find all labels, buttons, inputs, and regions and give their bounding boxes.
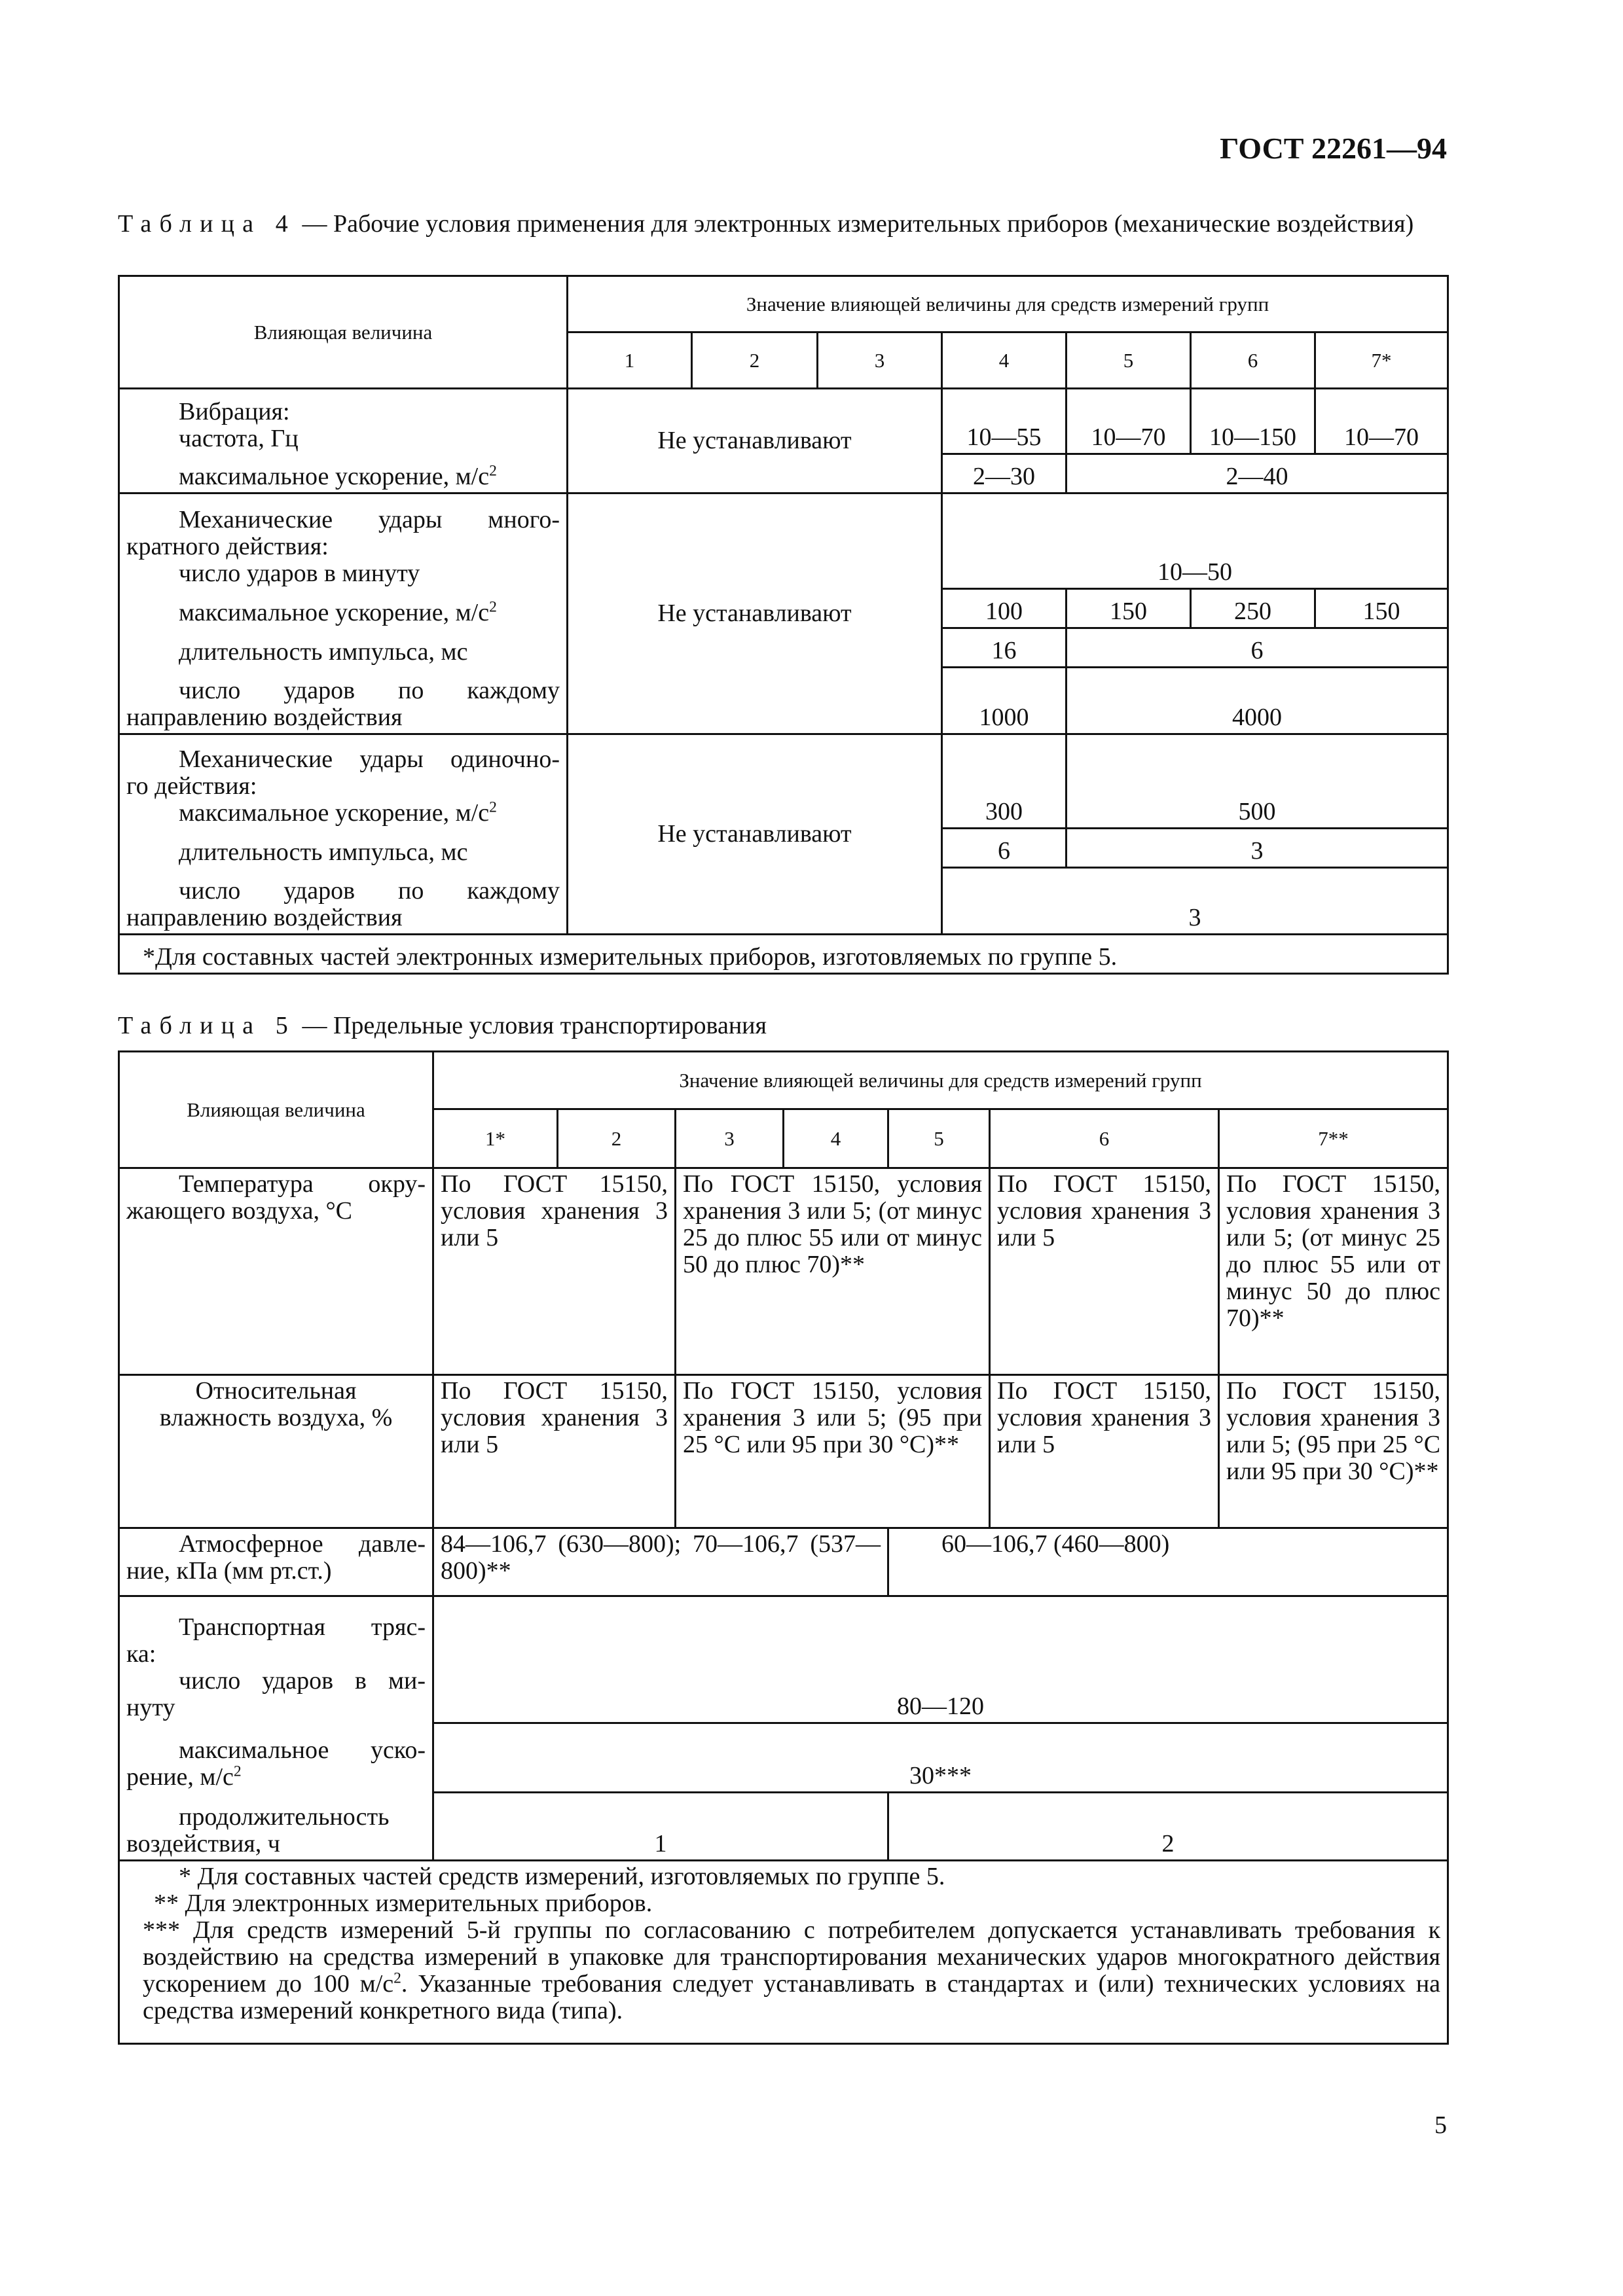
humidity-g6: По ГОСТ 15150, условия хранения 3 или 5 xyxy=(990,1375,1219,1528)
multi-shock-accel-value: 150 xyxy=(1067,589,1191,628)
superscript: 2 xyxy=(393,1969,401,1987)
pressure-label: Атмосферное давле- xyxy=(179,1530,426,1558)
table4-caption-text: — Рабочие условия применения для электронных измерительных приборов (механические воздействия) xyxy=(295,210,1414,238)
table4-caption-label: Таблица 4 xyxy=(118,210,296,238)
table5-footnote-1: * Для составных частей средств измерений, изготовляемых по группе 5. xyxy=(179,1863,945,1890)
temperature-label-cont: жающего воздуха, °С xyxy=(126,1197,353,1225)
table4-footnote: *Для составных частей электронных измерительных приборов, изготовляемых по группе 5. xyxy=(119,935,1448,974)
table5-group: 4 xyxy=(784,1109,888,1168)
multi-shock-accel-label-cell xyxy=(119,589,568,628)
table5-head-value: Значение влияющей величины для средств измерений групп xyxy=(433,1052,1448,1109)
single-shock-count-label-cont: направлению воздействия xyxy=(126,904,403,931)
document-code: ГОСТ 22261—94 xyxy=(1220,132,1447,165)
transport-shake-title-cont: ка: xyxy=(126,1640,156,1668)
superscript: 2 xyxy=(233,1762,242,1780)
multi-shock-count-label: число ударов по каждому xyxy=(179,677,560,704)
temperature-label-cell xyxy=(119,1168,433,1375)
single-shock-pulse-value: 6 xyxy=(942,829,1067,868)
transport-shake-label-cell xyxy=(119,1596,433,1723)
table4-head-value: Значение влияющей величины для средств измерений групп xyxy=(568,276,1448,332)
multi-shock-accel-value: 250 xyxy=(1191,589,1315,628)
humidity-g345: По ГОСТ 15150, условия хранения 3 или 5; (95 при 25 °С или 95 при 30 °С)** xyxy=(676,1375,990,1528)
pressure-g5to7: 60—106,7 (460—800) xyxy=(888,1528,1448,1596)
multi-shock-count-value: 4000 xyxy=(1067,668,1448,734)
table5-caption-text: — Предельные условия транспортирования xyxy=(295,1012,767,1039)
table5 xyxy=(118,1050,1449,2045)
multi-shock-rate-value: 10—50 xyxy=(942,493,1448,589)
table5-group: 6 xyxy=(990,1109,1219,1168)
vibration-freq-value: 10—70 xyxy=(1067,389,1191,454)
temperature-g6: По ГОСТ 15150, условия хранения 3 или 5 xyxy=(990,1168,1219,1375)
single-shock-label-cell xyxy=(119,734,568,829)
pressure-label-cell xyxy=(119,1528,433,1596)
vibration-freq-label: частота, Гц xyxy=(179,424,299,452)
single-shock-title: Механические удары одиночно- xyxy=(179,745,560,773)
table5-group: 3 xyxy=(676,1109,784,1168)
single-shock-count-value: 3 xyxy=(942,868,1448,935)
single-shock-pulse-label: длительность импульса, мс xyxy=(179,838,468,866)
multi-shock-title: Механические удары много- xyxy=(179,505,560,533)
superscript: 2 xyxy=(489,598,497,615)
table4-group: 5 xyxy=(1067,332,1191,389)
table5-head-quantity: Влияющая величина xyxy=(119,1052,433,1168)
pressure-label-cont: ние, кПа (мм рт.ст.) xyxy=(126,1557,332,1585)
table4-group: 1 xyxy=(568,332,692,389)
multi-shock-pulse-label-cell xyxy=(119,628,568,668)
table4-group: 4 xyxy=(942,332,1067,389)
table5-footnotes xyxy=(119,1861,1448,2044)
humidity-g12: По ГОСТ 15150, условия хранения 3 или 5 xyxy=(433,1375,676,1528)
humidity-label: Относительная xyxy=(195,1377,357,1405)
temperature-g12: По ГОСТ 15150, условия хранения 3 или 5 xyxy=(433,1168,676,1375)
multi-shock-label-cell xyxy=(119,493,568,589)
humidity-label-cell xyxy=(119,1375,433,1528)
transport-shake-duration-label-cont: воздействия, ч xyxy=(126,1830,280,1857)
table4-group: 7* xyxy=(1315,332,1448,389)
transport-shake-accel-label-cell xyxy=(119,1723,433,1793)
table5-caption-label: Таблица 5 xyxy=(118,1012,296,1039)
single-shock-not-set: Не устанавливают xyxy=(568,734,942,935)
single-shock-accel-label: максимальное ускорение, м/с xyxy=(179,798,490,827)
vibration-title: Вибрация: xyxy=(179,397,290,425)
multi-shock-rate-label: число ударов в минуту xyxy=(179,559,420,587)
single-shock-pulse-value: 3 xyxy=(1067,829,1448,868)
single-shock-count-label: число ударов по каждому xyxy=(179,877,560,905)
transport-shake-rate-value: 80—120 xyxy=(433,1596,1448,1723)
table5-caption xyxy=(118,1011,1447,1040)
temperature-label: Температура окру- xyxy=(179,1170,426,1198)
vibration-accel-label-cell xyxy=(119,454,568,493)
multi-shock-pulse-label: длительность импульса, мс xyxy=(179,637,468,666)
transport-shake-accel-label-cont: рение, м/с xyxy=(126,1763,234,1791)
multi-shock-not-set: Не устанавливают xyxy=(568,493,942,734)
table5-group: 7** xyxy=(1219,1109,1448,1168)
table4-caption xyxy=(118,209,1447,238)
vibration-accel-value: 2—40 xyxy=(1067,454,1448,493)
table5-group: 1* xyxy=(433,1109,558,1168)
transport-shake-accel-label: максимальное уско- xyxy=(179,1736,426,1764)
single-shock-pulse-label-cell xyxy=(119,829,568,868)
multi-shock-count-value: 1000 xyxy=(942,668,1067,734)
multi-shock-title-cont: кратного действия: xyxy=(126,532,329,560)
transport-shake-title: Транспортная тряс- xyxy=(179,1613,426,1641)
multi-shock-pulse-value: 16 xyxy=(942,628,1067,668)
temperature-g7: По ГОСТ 15150, условия хранения 3 или 5; (от минус 25 до плюс 55 или от минус 50 до плюс 70)** xyxy=(1219,1168,1448,1375)
transport-shake-rate-label: число ударов в ми- xyxy=(179,1666,426,1695)
transport-shake-accel-value: 30*** xyxy=(433,1723,1448,1793)
vibration-accel-value: 2—30 xyxy=(942,454,1067,493)
vibration-freq-value: 10—150 xyxy=(1191,389,1315,454)
table5-footnote-2: ** Для электронных измерительных приборов. xyxy=(154,1890,653,1917)
table4-group: 3 xyxy=(818,332,942,389)
pressure-g1to4: 84—106,7 (630—800); 70—106,7 (537—800)** xyxy=(433,1528,888,1596)
table5-group: 2 xyxy=(558,1109,676,1168)
table4 xyxy=(118,275,1449,975)
vibration-accel-label: максимальное ускорение, м/с xyxy=(179,463,490,490)
vibration-freq-value: 10—70 xyxy=(1315,389,1448,454)
superscript: 2 xyxy=(489,798,497,816)
humidity-g7: По ГОСТ 15150, условия хранения 3 или 5; (95 при 25 °С или 95 при 30 °С)** xyxy=(1219,1375,1448,1528)
multi-shock-pulse-value: 6 xyxy=(1067,628,1448,668)
table4-group: 2 xyxy=(692,332,818,389)
single-shock-accel-value: 300 xyxy=(942,734,1067,829)
vibration-not-set: Не устанавливают xyxy=(568,389,942,493)
single-shock-title-cont: го действия: xyxy=(126,772,257,800)
table5-group: 5 xyxy=(888,1109,990,1168)
table4-group: 6 xyxy=(1191,332,1315,389)
transport-shake-duration-label-cell xyxy=(119,1793,433,1861)
multi-shock-accel-value: 100 xyxy=(942,589,1067,628)
vibration-label-cell xyxy=(119,389,568,454)
single-shock-count-label-cell xyxy=(119,868,568,935)
multi-shock-count-label-cell xyxy=(119,668,568,734)
transport-shake-duration-label: продолжительность xyxy=(179,1803,390,1831)
vibration-freq-value: 10—55 xyxy=(942,389,1067,454)
temperature-g345: По ГОСТ 15150, условия хранения 3 или 5; (от минус 25 до плюс 55 или от минус 50 до плюс 70)** xyxy=(676,1168,990,1375)
table5-footnote-3: *** Для средств измерений 5-й группы по согласованию с потребителем допускается устанавливать требования к воздействию на средства измерений в упаковке для транспортирования механических ударов многократного действия ускорением до 100 $м/с^2$. Указанные требования следует устанавливать в стандартах и (или) технических условиях на средства измерений конкретного вида (типа). xyxy=(143,1916,1441,2024)
humidity-label-cont: влажность воздуха, % xyxy=(159,1404,393,1431)
page-number: 5 xyxy=(1434,2111,1447,2139)
multi-shock-count-label-cont: направлению воздействия xyxy=(126,704,403,731)
single-shock-accel-value: 500 xyxy=(1067,734,1448,829)
transport-shake-duration-value: 1 xyxy=(433,1793,888,1861)
table4-head-quantity: Влияющая величина xyxy=(119,276,568,389)
multi-shock-accel-value: 150 xyxy=(1315,589,1448,628)
superscript: 2 xyxy=(489,462,497,480)
multi-shock-accel-label: максимальное ускорение, м/с xyxy=(179,598,490,626)
transport-shake-rate-label-cont: нуту xyxy=(126,1693,175,1721)
transport-shake-duration-value: 2 xyxy=(888,1793,1448,1861)
